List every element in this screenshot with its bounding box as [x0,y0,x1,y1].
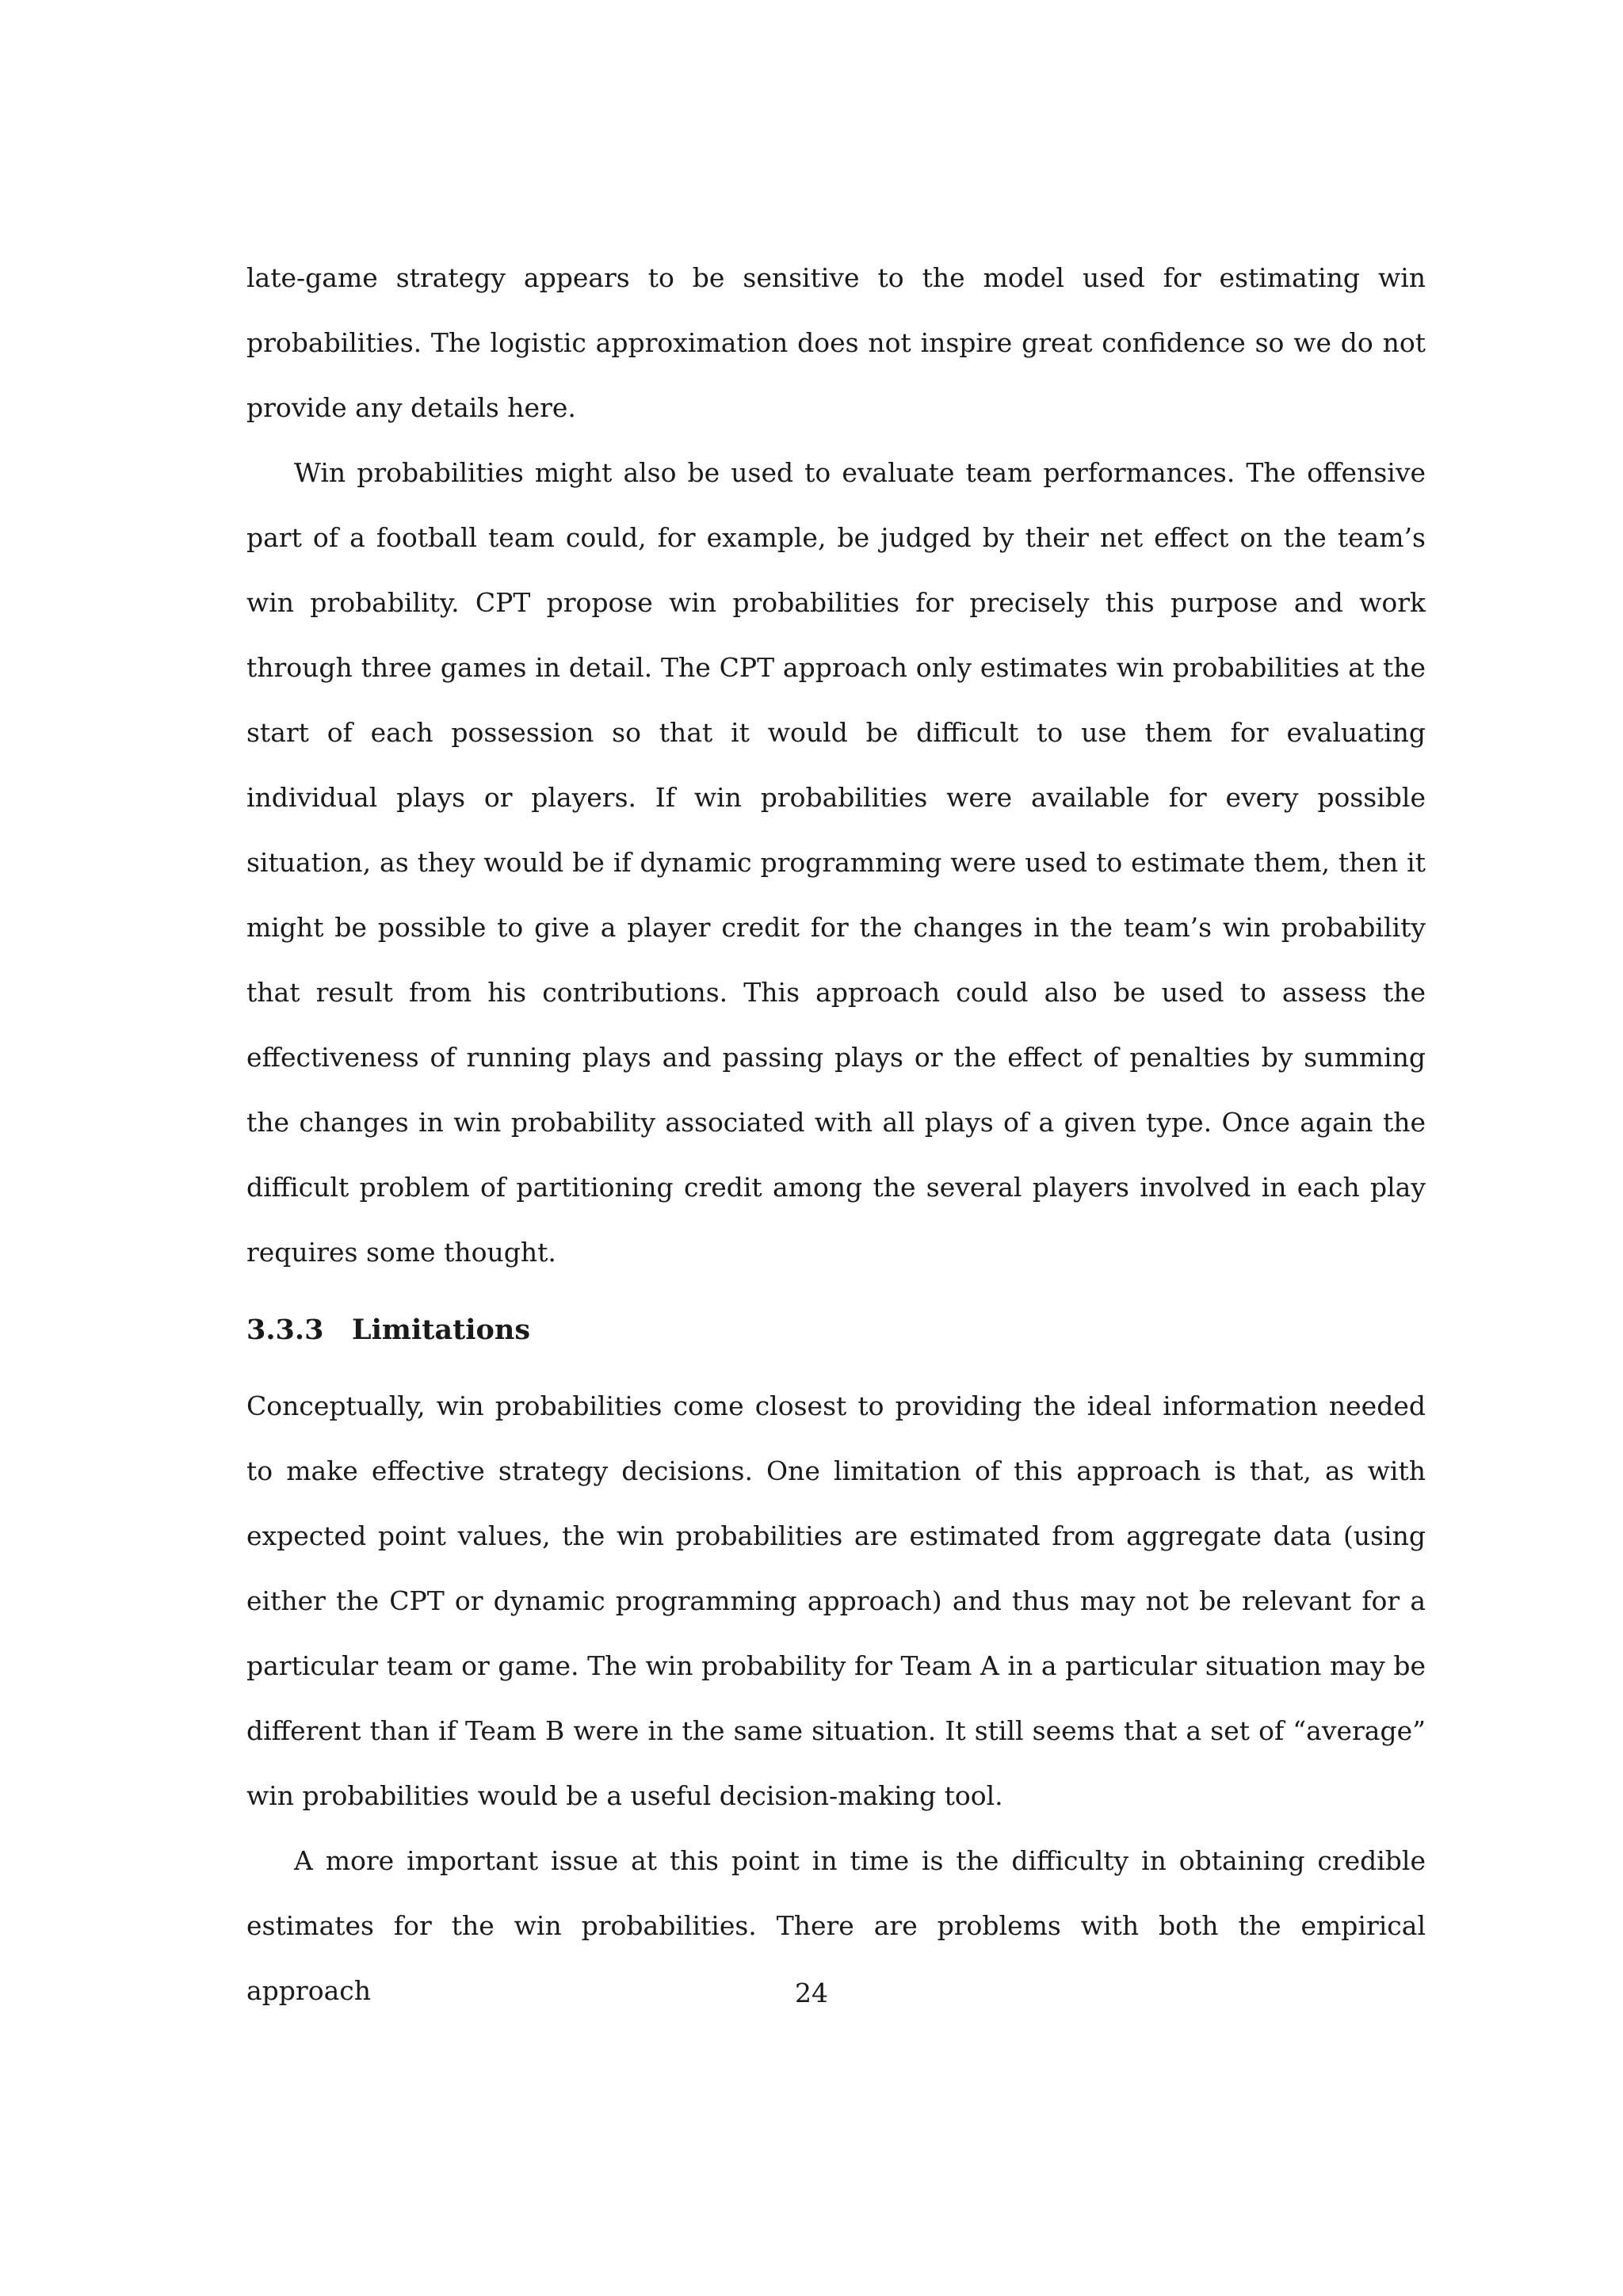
paragraph-late-game-strategy: late-game strategy appears to be sensitive to the model used for estimating win probabilities. The logistic approximation does not inspire great confidence so we do not provide any details here. [246,262,1426,423]
section-heading [246,1299,1426,1360]
paragraph-conceptually: Conceptually, win probabilities come closest to providing the ideal information needed to make effective strategy decisions. One limitation of this approach is that, as with expected point values, the win probabilities are estimated from aggregate data (using either the CPT or dynamic programming approach) and thus may not be relevant for a particular team or game. The win probability for Team A in a particular situation may be different than if Team B were in the same situation. It still seems that a set of “average” win probabilities would be a useful decision-making tool. [246,1390,1426,1811]
paragraph-team-performance: Win probabilities might also be used to evaluate team performances. The offensive part of a football team could, for example, be judged by their net effect on the team’s win probability. CPT propose win probabilities for precisely this purpose and work through three games in detail. The CPT approach only estimates win probabilities at the start of each possession so that it would be difficult to use them for evaluating individual plays or players. If win probabilities were available for every possible situation, as they would be if dynamic programming were used to estimate them, then it might be possible to give a player credit for the changes in the team’s win probability that result from his contributions. This approach could also be used to assess the effectiveness of running plays and passing plays or the effect of penalties by summing the changes in win probability associated with all plays of a given type. Once again the difficult problem of partitioning credit among the several players involved in each play requires some thought. [246,457,1426,1268]
page-number: 24 [795,1978,828,2008]
section-number: 3.3.3 [246,1313,324,1346]
paragraph-important-issue: A more important issue at this point in time is the difficulty in obtaining credible estimates for the win probabilities. There are problems with both the empirical approach [246,1845,1426,2006]
page-body [246,246,1426,2023]
section-title: Limitations [352,1313,531,1346]
